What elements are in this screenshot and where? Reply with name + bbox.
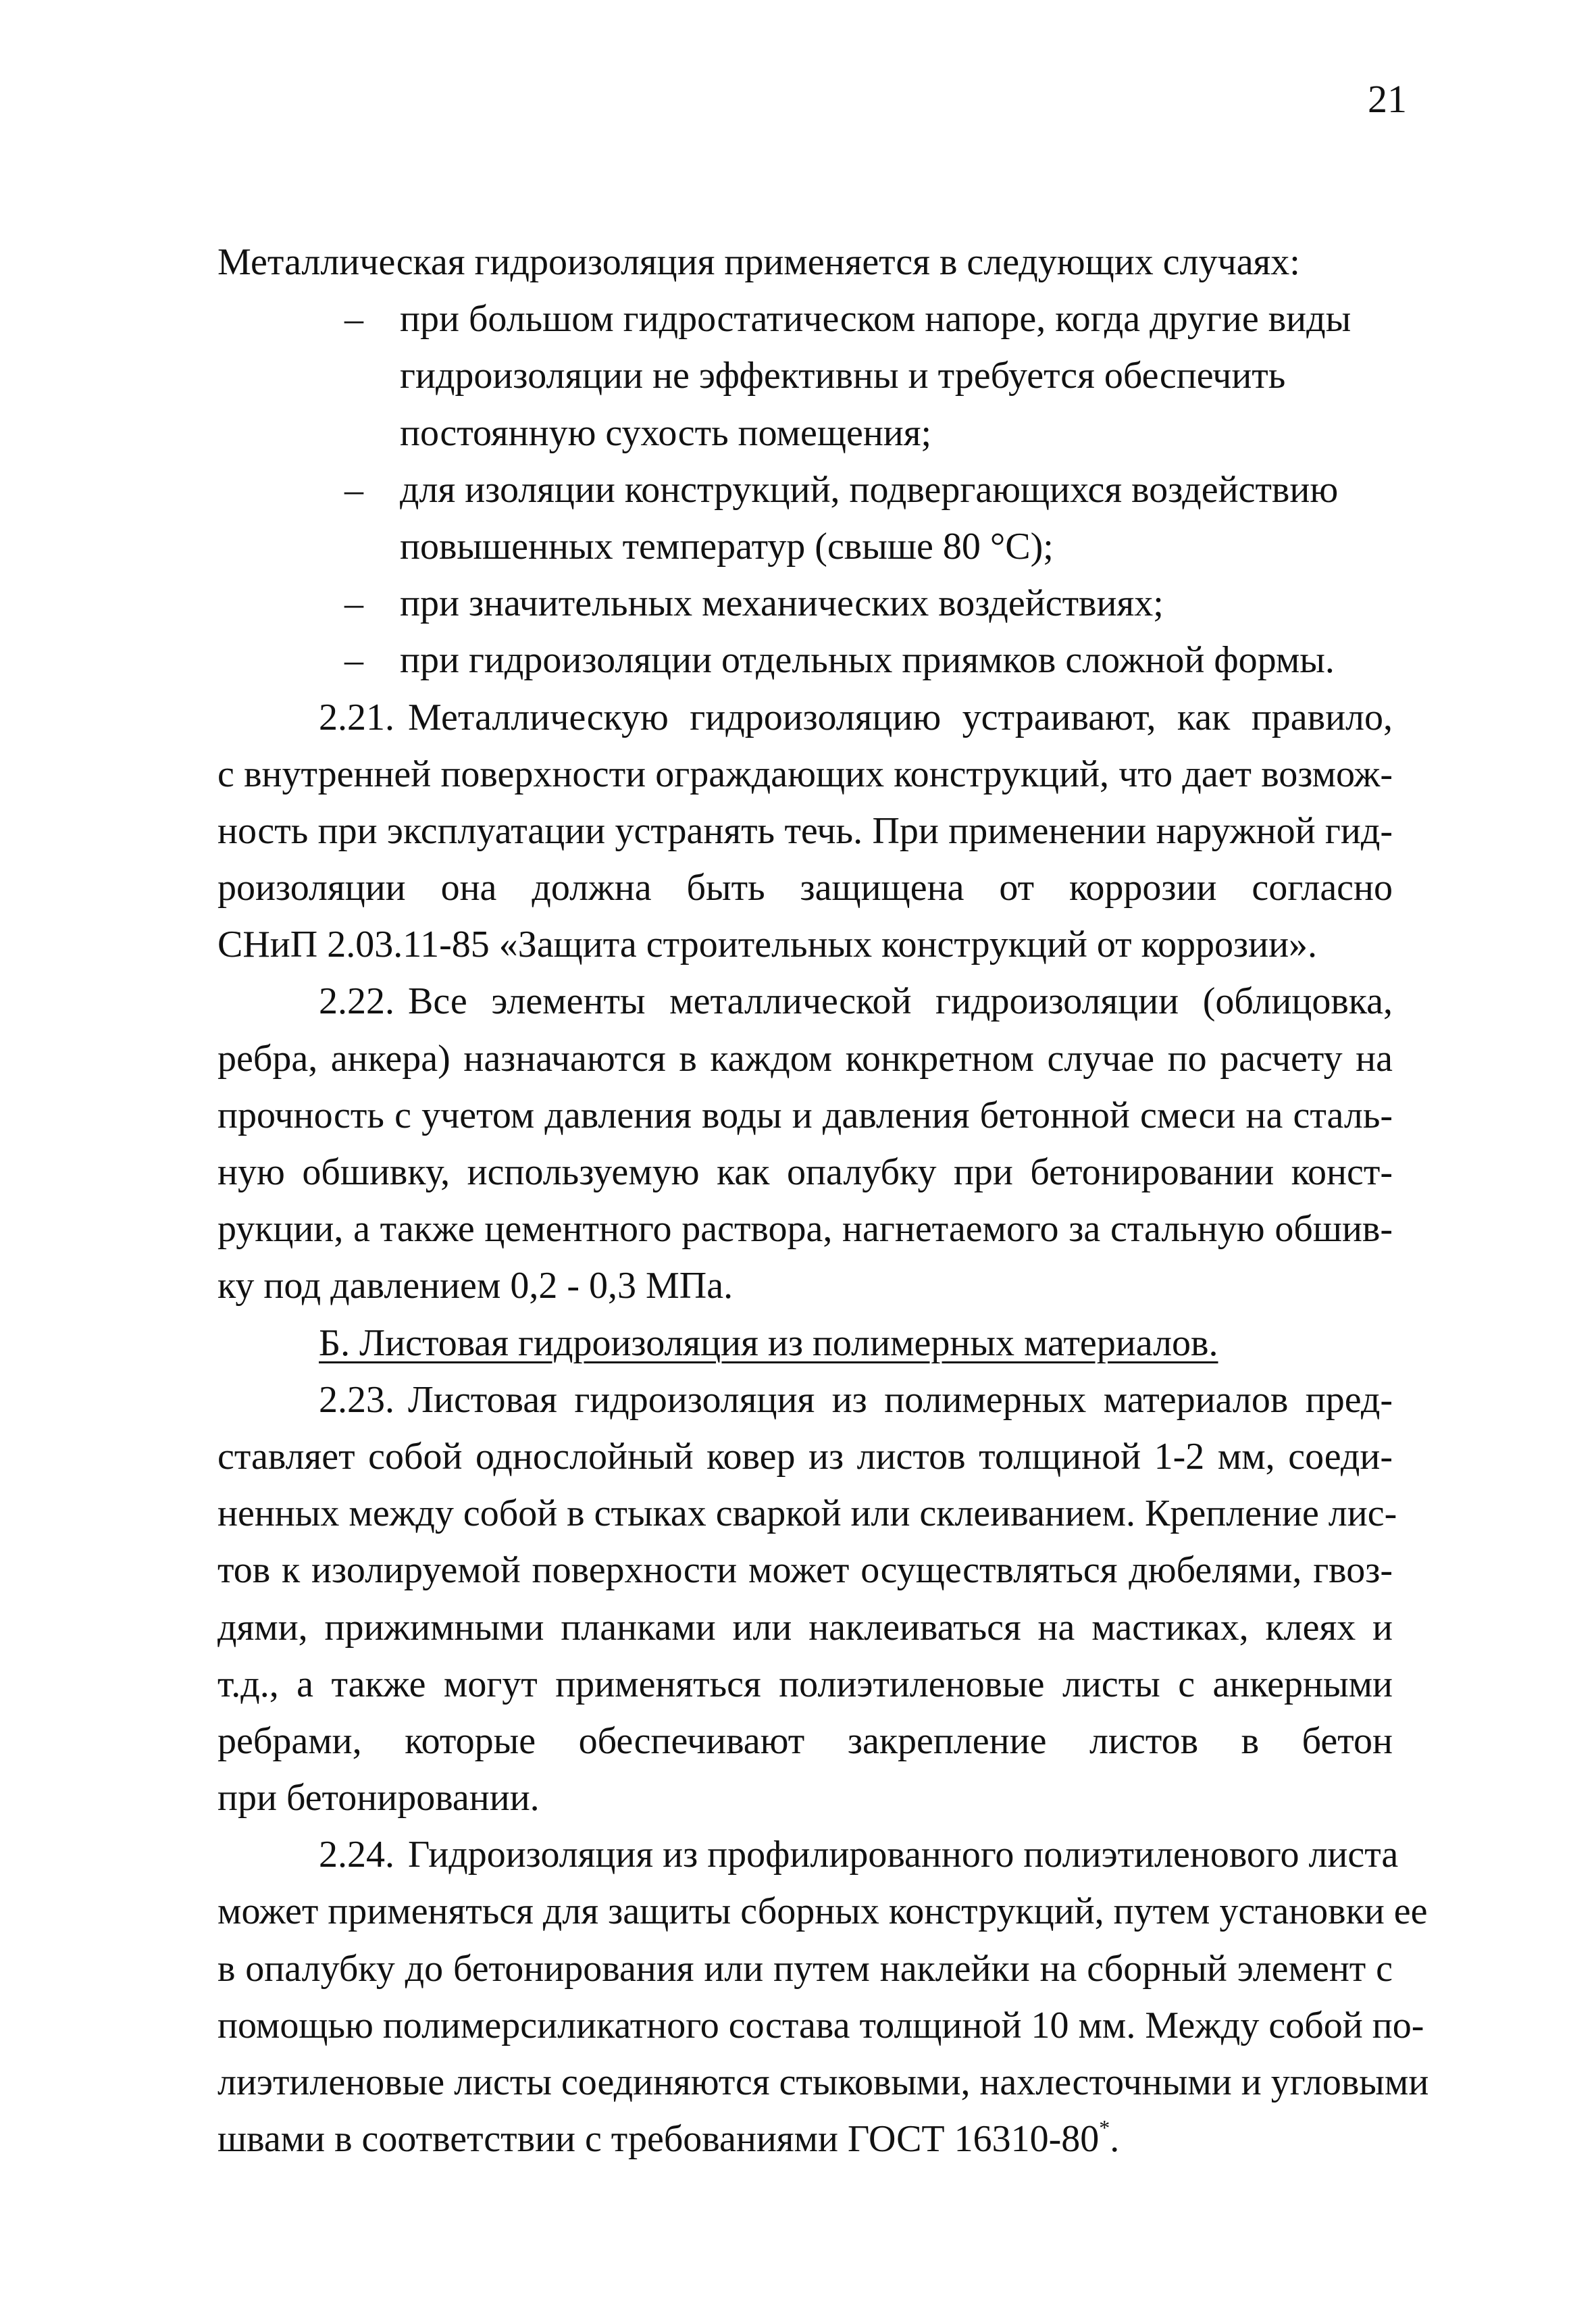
paragraph-line: ненных между собой в стыках сваркой или склеиванием. Крепление лис- bbox=[217, 1492, 1397, 1535]
list-item-line: гидроизоляции не эффективны и требуется обеспечить bbox=[400, 355, 1286, 397]
section-number: 2.24. bbox=[319, 1834, 394, 1876]
paragraph-line: СНиП 2.03.11-85 «Защита строительных конструкций от коррозии». bbox=[217, 924, 1318, 966]
paragraph-line: при бетонировании. bbox=[217, 1777, 540, 1819]
paragraph-line: прочность с учетом давления воды и давления бетонной смеси на сталь- bbox=[217, 1094, 1393, 1136]
paragraph-line bbox=[217, 2111, 1393, 2167]
paragraph-line: с внутренней поверхности ограждающих конструкций, что дает возмож- bbox=[217, 753, 1393, 795]
paragraph-text: Гидроизоляция из профилированного полиэтиленового листа bbox=[408, 1834, 1399, 1876]
paragraph-line: ную обшивку, используемую как опалубку при бетонировании конст- bbox=[217, 1151, 1393, 1193]
list-item-continuation bbox=[217, 347, 1393, 404]
list-item bbox=[217, 632, 1393, 688]
subheading-text: Б. Листовая гидроизоляция из полимерных материалов. bbox=[319, 1322, 1218, 1364]
list-item bbox=[217, 575, 1393, 632]
list-item-line: постоянную сухость помещения; bbox=[400, 411, 932, 454]
paragraph-line: т.д., а также могут применяться полиэтиленовые листы с анкерными bbox=[217, 1663, 1393, 1705]
paragraph-line: ность при эксплуатации устранять течь. При применении наружной гид- bbox=[217, 809, 1393, 852]
page-number: 21 bbox=[1368, 77, 1407, 121]
section-2-21 bbox=[217, 689, 1393, 974]
paragraph-line bbox=[217, 1826, 1399, 1883]
paragraph-line: ребра, анкера) назначаются в каждом конкретном случае по расчету на bbox=[217, 1037, 1393, 1080]
paragraph-line: ставляет собой однослойный ковер из листов толщиной 1-2 мм, соеди- bbox=[217, 1435, 1393, 1478]
list-item-line: для изоляции конструкций, подвергающихся воздействию bbox=[400, 468, 1339, 511]
paragraph-text: Металлическую гидроизоляцию устраивают, как правило, bbox=[408, 696, 1393, 738]
paragraph-line: в опалубку до бетонирования или путем наклейки на сборный элемент с bbox=[217, 1947, 1393, 1990]
list-item bbox=[217, 291, 1393, 347]
intro-list bbox=[217, 291, 1393, 688]
paragraph-line: тов к изолируемой поверхности может осуществляться дюбелями, гвоз- bbox=[217, 1549, 1393, 1592]
list-item-line: при большом гидростатическом напоре, когда другие виды bbox=[400, 298, 1352, 341]
footnote-marker: * bbox=[1099, 2115, 1110, 2140]
dash-marker: – bbox=[344, 298, 363, 341]
paragraph-line bbox=[217, 689, 1393, 746]
section-number: 2.23. bbox=[319, 1378, 394, 1421]
paragraph-line: лиэтиленовые листы соединяются стыковыми, нахлесточными и угловыми bbox=[217, 2061, 1429, 2103]
section-number: 2.21. bbox=[319, 696, 394, 738]
paragraph-line bbox=[217, 973, 1393, 1030]
list-item-continuation bbox=[217, 405, 1393, 461]
paragraph-text: швами в соответствии с требованиями ГОСТ 16310-80 bbox=[217, 2118, 1100, 2161]
paragraph-text: Все элементы металлической гидроизоляции (облицовка, bbox=[408, 980, 1393, 1023]
list-item-line: при гидроизоляции отдельных приямков сложной формы. bbox=[400, 639, 1335, 682]
paragraph-line: может применяться для защиты сборных конструкций, путем установки ее bbox=[217, 1890, 1428, 1933]
list-item bbox=[217, 461, 1393, 518]
paragraph-line: ребрами, которые обеспечивают закрепление листов в бетон bbox=[217, 1719, 1393, 1762]
paragraph-line: рукции, а также цементного раствора, нагнетаемого за стальную обшив- bbox=[217, 1208, 1393, 1251]
body-text bbox=[217, 234, 1429, 2167]
list-item-line: при значительных механических воздействиях; bbox=[400, 582, 1164, 625]
section-number: 2.22. bbox=[319, 980, 394, 1023]
list-item-line: повышенных температур (свыше 80 °С); bbox=[400, 525, 1054, 568]
paragraph-line: дями, прижимными планками или наклеиваться на мастиках, клеях и bbox=[217, 1606, 1393, 1649]
dash-marker: – bbox=[344, 582, 363, 625]
intro-lead: Металлическая гидроизоляция применяется в следующих случаях: bbox=[217, 241, 1300, 283]
end-punctuation: . bbox=[1110, 2118, 1120, 2161]
section-2-22 bbox=[217, 973, 1393, 1314]
paragraph-line bbox=[217, 1372, 1393, 1428]
dash-marker: – bbox=[344, 639, 363, 682]
paragraph-text: Листовая гидроизоляция из полимерных материалов пред- bbox=[408, 1378, 1393, 1421]
paragraph-line: ку под давлением 0,2 - 0,3 МПа. bbox=[217, 1265, 733, 1307]
dash-marker: – bbox=[344, 468, 363, 511]
paragraph-line: помощью полимерсиликатного состава толщиной 10 мм. Между собой по- bbox=[217, 2004, 1424, 2046]
section-2-24 bbox=[217, 1826, 1429, 2167]
list-item-continuation bbox=[217, 518, 1393, 575]
subheading bbox=[217, 1315, 1393, 1372]
paragraph-line: роизоляции она должна быть защищена от коррозии согласно bbox=[217, 867, 1393, 909]
section-2-23 bbox=[217, 1372, 1397, 1827]
